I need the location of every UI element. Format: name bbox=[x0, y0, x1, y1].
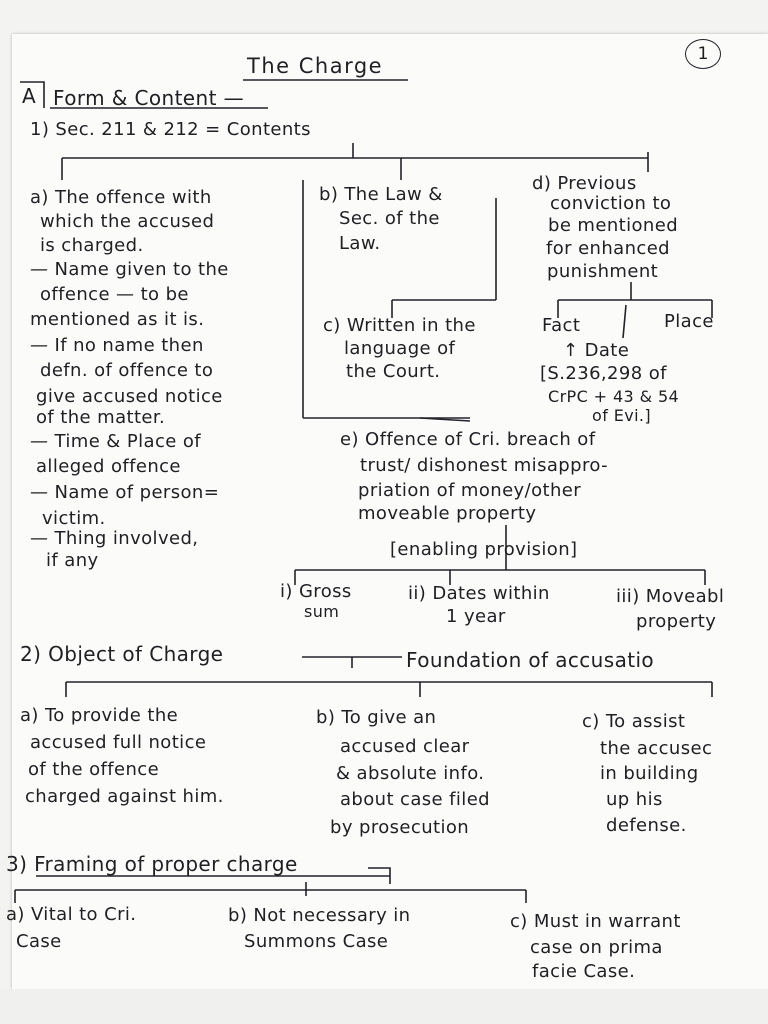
framing-c-line: facie Case. bbox=[532, 961, 636, 982]
object-of-charge-heading: 2) Object of Charge bbox=[20, 642, 224, 666]
object-a-line: accused full notice bbox=[30, 732, 207, 753]
date-divider bbox=[623, 305, 626, 338]
object-a-line: charged against him. bbox=[25, 786, 224, 807]
framing-c-line: case on prima bbox=[530, 937, 663, 958]
item-a-line: — If no name then bbox=[30, 335, 204, 356]
object-b-line: accused clear bbox=[340, 736, 470, 757]
item-b-line: Law. bbox=[339, 233, 381, 254]
page-title: The Charge bbox=[247, 54, 384, 78]
object-c-line: c) To assist bbox=[582, 711, 686, 732]
item-a-line: — Thing involved, bbox=[30, 528, 199, 549]
sec-211-212-contents: 1) Sec. 211 & 212 = Contents bbox=[30, 119, 311, 140]
framing-a-line: a) Vital to Cri. bbox=[6, 904, 137, 925]
object-c-line: up his bbox=[606, 789, 663, 810]
item-d-line: be mentioned bbox=[548, 215, 679, 236]
object-b-line: & absolute info. bbox=[336, 763, 485, 784]
fact-label: Fact bbox=[542, 315, 581, 336]
section-a-heading: Form & Content — bbox=[53, 86, 244, 110]
foundation-of-accusation: Foundation of accusatio bbox=[406, 648, 655, 672]
enabling-item-iii: iii) Moveabl bbox=[616, 586, 725, 607]
item-a-line: defn. of offence to bbox=[40, 360, 214, 381]
object-b-line: by prosecution bbox=[330, 817, 470, 838]
item-a-line: victim. bbox=[42, 508, 106, 529]
item-a-line: — Name given to the bbox=[30, 259, 229, 280]
item-a-line: offence — to be bbox=[40, 284, 189, 305]
item-a-line: give accused notice bbox=[36, 386, 223, 407]
object-a-line: of the offence bbox=[28, 759, 160, 780]
enabling-provision: [enabling provision] bbox=[390, 539, 578, 560]
enabling-item-ii: ii) Dates within bbox=[408, 583, 550, 604]
framing-b-line: b) Not necessary in bbox=[228, 905, 411, 926]
object-c-line: in building bbox=[600, 763, 699, 784]
item-a-line: is charged. bbox=[40, 235, 144, 256]
enabling-item-iii-sub: property bbox=[636, 611, 717, 632]
item-e-line: moveable property bbox=[358, 503, 537, 524]
item-d-line: punishment bbox=[547, 261, 659, 282]
enabling-item-ii-sub: 1 year bbox=[446, 606, 506, 627]
item-c-line: language of bbox=[344, 338, 456, 359]
item-e-line: trust/ dishonest misappro- bbox=[360, 455, 608, 476]
item-e-line: e) Offence of Cri. breach of bbox=[340, 429, 596, 450]
framing-a-line: Case bbox=[16, 931, 62, 952]
item-a-line: — Name of person= bbox=[30, 482, 220, 503]
object-a-line: a) To provide the bbox=[20, 705, 179, 726]
framing-c-line: c) Must in warrant bbox=[510, 911, 681, 932]
item-a-line: which the accused bbox=[40, 211, 215, 232]
item-d-line: for enhanced bbox=[546, 238, 670, 259]
crpc-ref-line: [S.236,298 of bbox=[540, 363, 667, 384]
item-a-line: mentioned as it is. bbox=[30, 309, 205, 330]
framing-b-line: Summons Case bbox=[244, 931, 389, 952]
framing-heading: 3) Framing of proper charge bbox=[6, 852, 298, 876]
object-b-line: b) To give an bbox=[316, 707, 437, 728]
item-a-line: of the matter. bbox=[36, 407, 166, 428]
date-label: ↑ Date bbox=[563, 340, 630, 361]
object-c-line: the accusec bbox=[600, 738, 713, 759]
place-label: Place bbox=[664, 311, 714, 332]
item-d-line: conviction to bbox=[550, 193, 672, 214]
item-a-line: — Time & Place of bbox=[30, 431, 201, 452]
section-a-letter: A bbox=[22, 84, 37, 108]
item-b-line: Sec. of the bbox=[339, 208, 440, 229]
item-b-line: b) The Law & bbox=[319, 184, 443, 205]
item-c-line: the Court. bbox=[346, 361, 441, 382]
page-number: 1 bbox=[685, 39, 721, 69]
object-b-line: about case filed bbox=[340, 789, 490, 810]
crpc-ref-line: CrPC + 43 & 54 bbox=[548, 387, 680, 406]
object-c-line: defense. bbox=[606, 815, 687, 836]
item-a-line: a) The offence with bbox=[30, 187, 212, 208]
item-a-line: alleged offence bbox=[36, 456, 181, 477]
crpc-ref-line: of Evi.] bbox=[592, 406, 652, 425]
enabling-item-i: i) Gross bbox=[280, 581, 352, 602]
item-a-line: if any bbox=[46, 550, 99, 571]
item-d-line: d) Previous bbox=[532, 173, 637, 194]
item-e-line: priation of money/other bbox=[358, 480, 582, 501]
enabling-item-i-sub: sum bbox=[304, 602, 340, 621]
item-c-line: c) Written in the bbox=[323, 315, 476, 336]
